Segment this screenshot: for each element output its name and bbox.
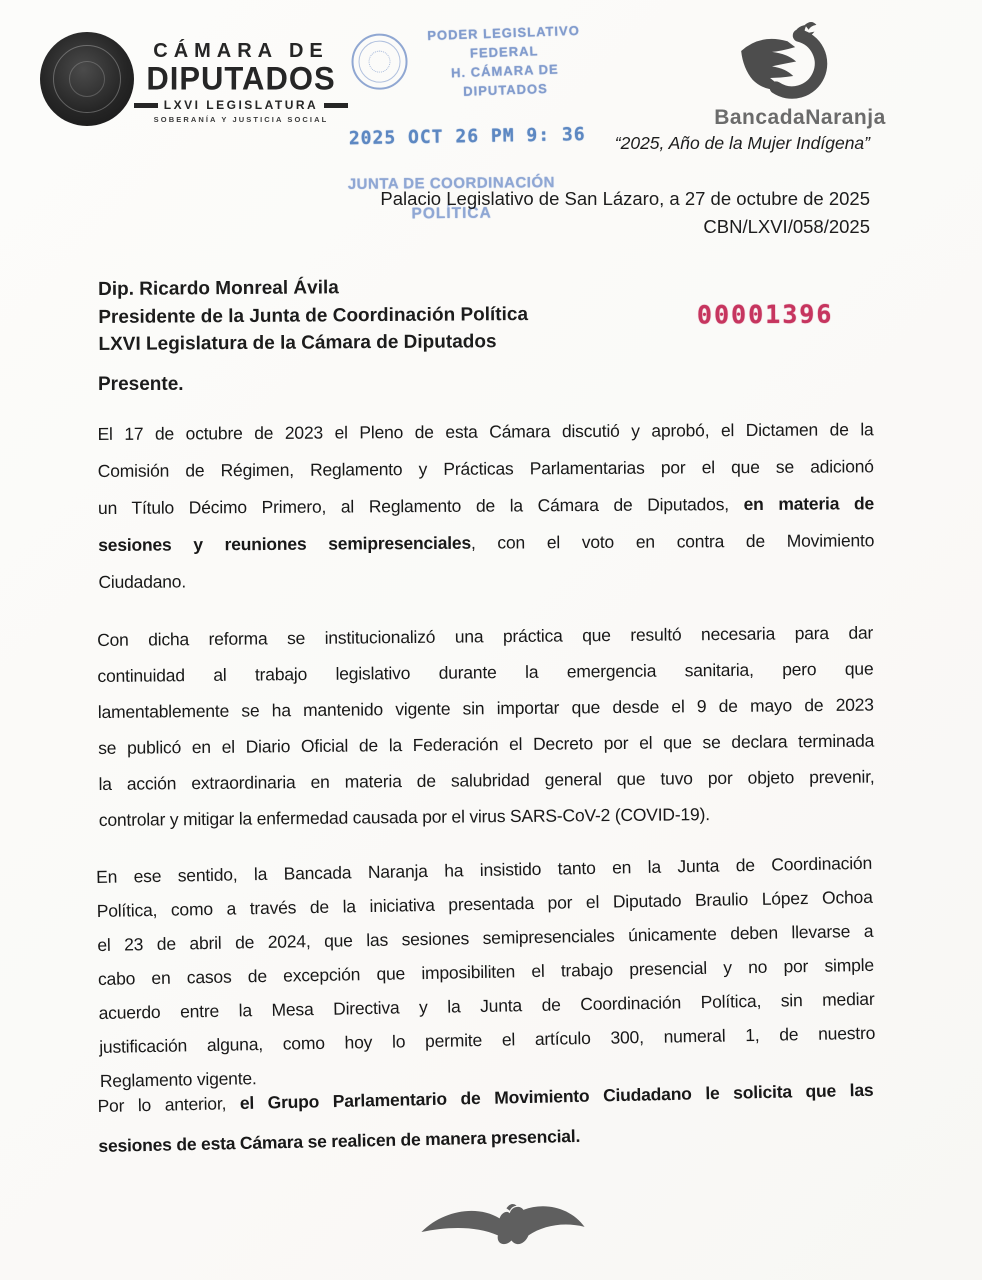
paragraph-line: acuerdo entre la Mesa Directiva y la Junta de Coordinación Política, sin mediar — [98, 988, 875, 1023]
paragraph-line: el 23 de abril de 2024, que las sesiones semipresenciales únicamente deben llevarse a — [97, 920, 874, 956]
recipient-name: Dip. Ricardo Monreal Ávila — [98, 277, 339, 300]
paragraph — [97, 1070, 875, 1166]
camara-logo-line2: DIPUTADOS — [146, 60, 336, 97]
paragraph — [96, 846, 876, 1098]
bottom-eagle — [418, 1198, 588, 1258]
salutation: Presente. — [98, 374, 184, 395]
bancada-naranja-label: BancadaNaranja — [714, 106, 886, 129]
jucopo-stamp-line2: POLÍTICA — [411, 204, 492, 223]
paragraph-line: Comisión de Régimen, Reglamento y Prácticas Parlamentarias por el que se adicionó — [97, 456, 874, 482]
paragraph-line: cabo en casos de excepción que imposibiliten el trabajo presencial y no por simple — [97, 954, 875, 989]
paragraph-line: un Título Décimo Primero, al Reglamento de la Cámara de Diputados, en materia de — [97, 493, 875, 518]
paragraph-line: Por lo anterior, el Grupo Parlamentario de Movimiento Ciudadano le solicita que las — [97, 1079, 874, 1117]
dateline: Palacio Legislativo de San Lázaro, a 27 de octubre de 2025 — [380, 188, 870, 209]
paragraph-line: justificación alguna, como hoy lo permite el artículo 300, numeral 1, de nuestro — [99, 1022, 876, 1057]
camara-logo-line1: CÁMARA DE — [153, 40, 329, 62]
paragraph-line: lamentablemente se ha mantenido vigente sin importar que desde el 9 de mayo de 2023 — [97, 694, 874, 723]
recipient-title2: LXVI Legislatura de la Cámara de Diputados — [98, 331, 497, 355]
paragraph-line: continuidad al trabajo legislativo durante la emergencia sanitaria, pero que — [97, 658, 874, 687]
camara-logo-line4: SOBERANÍA Y JUSTICIA SOCIAL — [153, 115, 329, 124]
paragraph-line: la acción extraordinaria en materia de salubridad general que tuvo por objeto prevenir, — [98, 766, 875, 794]
recipient-title1: Presidente de la Junta de Coordinación Política — [98, 303, 529, 328]
paragraph-line: En ese sentido, la Bancada Naranja ha insistido tanto en la Junta de Coordinación — [95, 852, 873, 888]
paragraph-line: Reglamento vigente. — [99, 1068, 257, 1091]
paragraph-line: Política, como a través de la iniciativa presentada por el Diputado Braulio López Ochoa — [96, 886, 873, 922]
jucopo-stamp-line1: JUNTA DE COORDINACIÓN — [347, 174, 556, 193]
reception-stamp-line2: FEDERAL — [469, 43, 539, 61]
reception-stamp-line1: PODER LEGISLATIVO — [427, 22, 581, 44]
paragraph-line: se publicó en el Diario Oficial de la Federación el Decreto por el que se declara terminada — [98, 730, 875, 758]
paragraph-line: Con dicha reforma se institucionalizó una práctica que resultó necesaria para dar — [97, 622, 874, 651]
paragraph-line: Ciudadano. — [98, 571, 187, 592]
camara-logo-line3: LXVI LEGISLATURA — [163, 98, 319, 112]
paragraph-line: sesiones de esta Cámara se realicen de manera presencial. — [98, 1125, 581, 1156]
reception-stamp-datetime: 2025 OCT 26 PM 9: 36 — [348, 124, 586, 150]
folio-number-stamp: 00001396 — [696, 299, 834, 330]
reception-stamp-line3: H. CÁMARA DE — [450, 61, 559, 81]
paragraph — [97, 615, 875, 838]
paragraph-line: El 17 de octubre de 2023 el Pleno de esta Cámara discutió y aprobó, el Dictamen de la — [97, 419, 874, 445]
paragraph — [97, 411, 874, 601]
reception-stamp-line4: DIPUTADOS — [462, 80, 549, 99]
reference-number: CBN/LXVI/058/2025 — [703, 216, 870, 237]
bottom-eagle-icon — [418, 1198, 588, 1258]
paragraph-line: controlar y mitigar la enfermedad causada por el virus SARS-CoV-2 (COVID-19). — [98, 804, 710, 830]
paragraph-line: sesiones y reuniones semipresenciales, con el voto en contra de Movimiento — [98, 530, 875, 555]
year-quote: “2025, Año de la Mujer Indígena” — [614, 133, 870, 153]
